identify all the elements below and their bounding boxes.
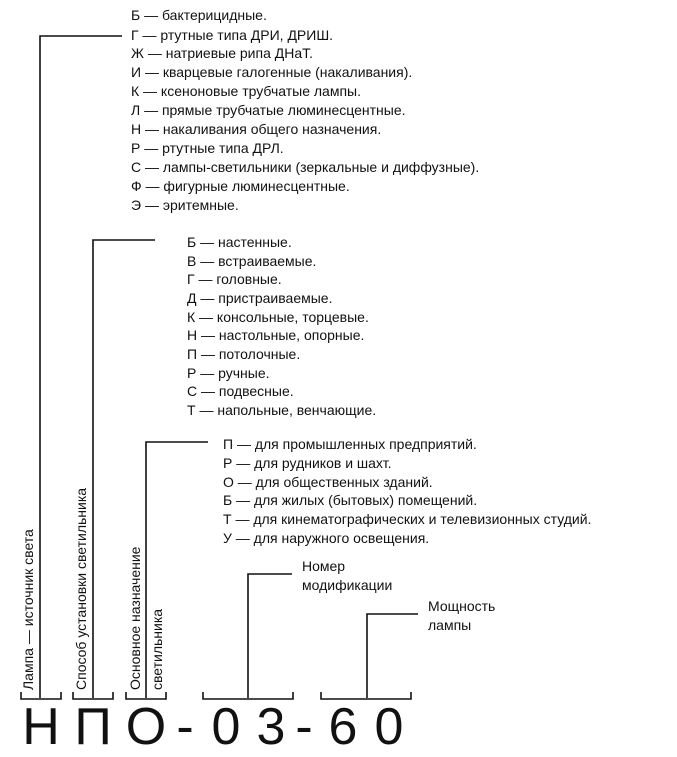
lamp-type-item: Н — накаливания общего назначения. (131, 121, 382, 137)
power-connector (367, 614, 418, 698)
lamp-type-item: Р — ртутные типа ДРЛ. (131, 140, 284, 156)
purpose-type-list (223, 436, 591, 546)
lamp-type-item: С — лампы-светильники (зеркальные и диффузные). (131, 159, 480, 175)
purpose-type-item: П — для промышленных предприятий. (223, 436, 477, 452)
mounting-type-item: Р — ручные. (187, 365, 270, 381)
lamp-type-list (131, 7, 479, 213)
purpose-label-line2: светильника (149, 608, 165, 690)
purpose-type-item: Р — для рудников и шахт. (223, 455, 392, 471)
code-char-modification: 0 (211, 698, 241, 756)
mounting-type-item: С — подвесные. (187, 383, 294, 399)
mounting-type-item: В — встраиваемые. (187, 253, 317, 269)
mounting-type-item: Г — головные. (187, 271, 282, 287)
modification-note-line1: Номер (302, 558, 346, 574)
power-note-line1: Мощность (428, 598, 496, 614)
purpose-type-item: Т — для кинематографических и телевизионных студий. (223, 511, 592, 527)
purpose-type-item: Б — для жилых (бытовых) помещений. (223, 492, 478, 508)
mounting-type-item: Б — настенные. (187, 234, 292, 250)
code-char-power: 6 (328, 698, 358, 756)
mounting-type-item: Д — пристраиваемые. (187, 290, 333, 306)
lamp-code (22, 698, 403, 756)
lamp-type-item: Ф — фигурные люминесцентные. (131, 178, 350, 194)
code-separator: - (295, 698, 313, 756)
mounting-type-item: П — потолочные. (187, 346, 301, 362)
modification-connector (248, 574, 292, 698)
purpose-label-line1: Основное назначение (127, 546, 143, 690)
modification-note-line2: модификации (302, 577, 393, 593)
power-note-line2: лампы (428, 617, 472, 633)
lamp-type-item: К — ксеноновые трубчатые лампы. (131, 83, 362, 99)
lamp-type-item: Л — прямые трубчатые люминесцентные. (131, 102, 406, 118)
lamp-source-label: Лампа — источник света (20, 529, 36, 690)
lamp-type-item: Г — ртутные типа ДРИ, ДРИШ. (131, 27, 334, 43)
mounting-type-item: Т — напольные, венчающие. (187, 402, 377, 418)
mounting-type-list (187, 234, 376, 418)
lamp-type-item: Э — эритемные. (131, 197, 239, 213)
code-char-power: 0 (374, 698, 404, 756)
code-char-lamp: Н (22, 698, 60, 756)
purpose-type-item: О — для общественных зданий. (223, 474, 433, 490)
code-char-modification: 3 (256, 698, 286, 756)
lamp-type-item: Ж — натриевые рипа ДНаТ. (131, 45, 314, 61)
mounting-method-label: Способ установки светильника (73, 487, 89, 690)
code-separator: - (176, 698, 194, 756)
mounting-type-item: Н — настольные, опорные. (187, 327, 365, 343)
code-char-mounting: П (74, 698, 112, 756)
code-char-purpose: О (125, 698, 167, 756)
mounting-type-item: К — консольные, торцевые. (187, 309, 369, 325)
lamp-type-item: Б — бактерицидные. (131, 7, 267, 23)
lamp-type-item: И — кварцевые галогенные (накаливания). (131, 64, 413, 80)
purpose-type-item: У — для наружного освещения. (223, 530, 430, 546)
